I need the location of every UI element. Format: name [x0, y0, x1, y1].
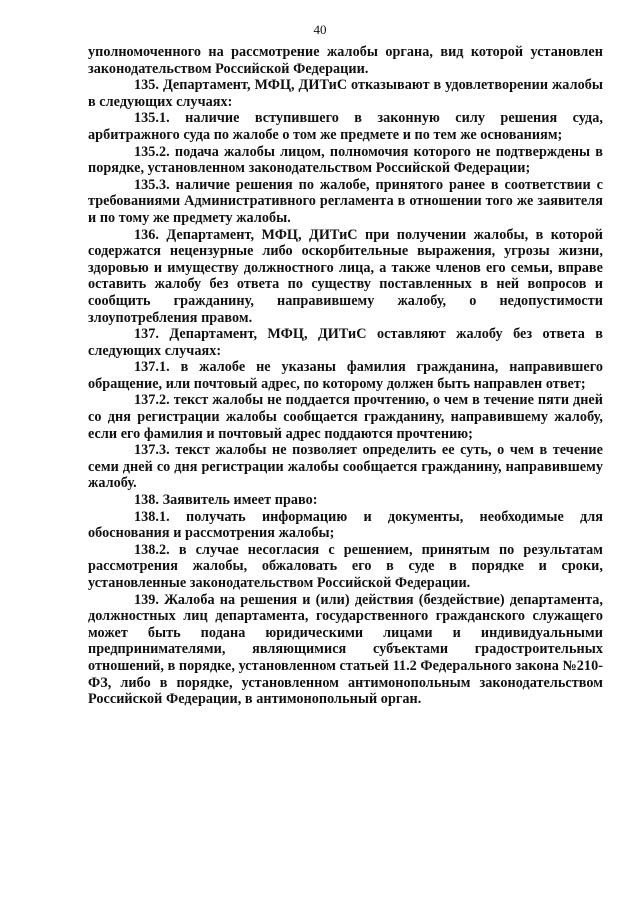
- paragraph-137-1: 137.1. в жалобе не указаны фамилия гражданина, направившего обращение, или почтовый адрес, по которому должен быть направлен ответ;: [88, 359, 603, 392]
- paragraph-continuation: уполномоченного на рассмотрение жалобы органа, вид которой установлен законодательством Российской Федерации.: [88, 44, 603, 77]
- paragraph-135-1: 135.1. наличие вступившего в законную силу решения суда, арбитражного суда по жалобе о том же предмете и по тем же основаниям;: [88, 110, 603, 143]
- paragraph-138-2: 138.2. в случае несогласия с решением, принятым по результатам рассмотрения жалобы, обжаловать его в суде в порядке и сроки, установленные законодательством Российской Федерации.: [88, 541, 603, 591]
- paragraph-138: 138. Заявитель имеет право:: [134, 492, 318, 509]
- paragraph-138-1: 138.1. получать информацию и документы, необходимые для обоснования и рассмотрения жалобы;: [88, 508, 603, 542]
- paragraph-137-2: 137.2. текст жалобы не поддается прочтению, о чем в течение пяти дней со дня регистрации жалобы сообщается гражданину, направившему жалобу, если его фамилия и почтовый адрес поддаются прочтению;: [88, 392, 603, 442]
- paragraph-135-2: 135.2. подача жалобы лицом, полномочия которого не подтверждены в порядке, установленном законодательством Российской Федерации;: [88, 143, 603, 177]
- page-number: 40: [313, 22, 327, 37]
- paragraph-139: 139. Жалоба на решения и (или) действия (бездействие) департамента, должностных лиц департамента, государственного гражданского служащего может быть подана юридическими лицами и индивидуальными предпринимателями, являющимися субъектами градостроительных отношений, в порядке, установленном статьей 11.2 Федерального закона №210-ФЗ, либо в порядке, установленном антимонопольным законодательством Российской Федерации, в антимонопольный орган.: [88, 591, 603, 708]
- paragraph-135: 135. Департамент, МФЦ, ДИТиС отказывают в удовлетворении жалобы в следующих случаях:: [88, 77, 603, 110]
- paragraph-136: 136. Департамент, МФЦ, ДИТиС при получении жалобы, в которой содержатся нецензурные либо оскорбительные выражения, угрозы жизни, здоровью и имуществу должностного лица, а также членов его семьи, вправе оставить жалобу без ответа по существу поставленных в ней вопросов и сообщить гражданину, направившему жалобу, о недопустимости злоупотребления правом.: [88, 226, 603, 326]
- paragraph-137-3: 137.3. текст жалобы не позволяет определить ее суть, о чем в течение семи дней со дня регистрации жалобы сообщается гражданину, направившему жалобу.: [88, 442, 603, 492]
- paragraph-137: 137. Департамент, МФЦ, ДИТиС оставляют жалобу без ответа в следующих случаях:: [88, 326, 603, 359]
- paragraph-135-3: 135.3. наличие решения по жалобе, принятого ранее в соответствии с требованиями Административного регламента в отношении того же заявителя и по тому же предмету жалобы.: [88, 176, 603, 226]
- document-body: [88, 44, 603, 708]
